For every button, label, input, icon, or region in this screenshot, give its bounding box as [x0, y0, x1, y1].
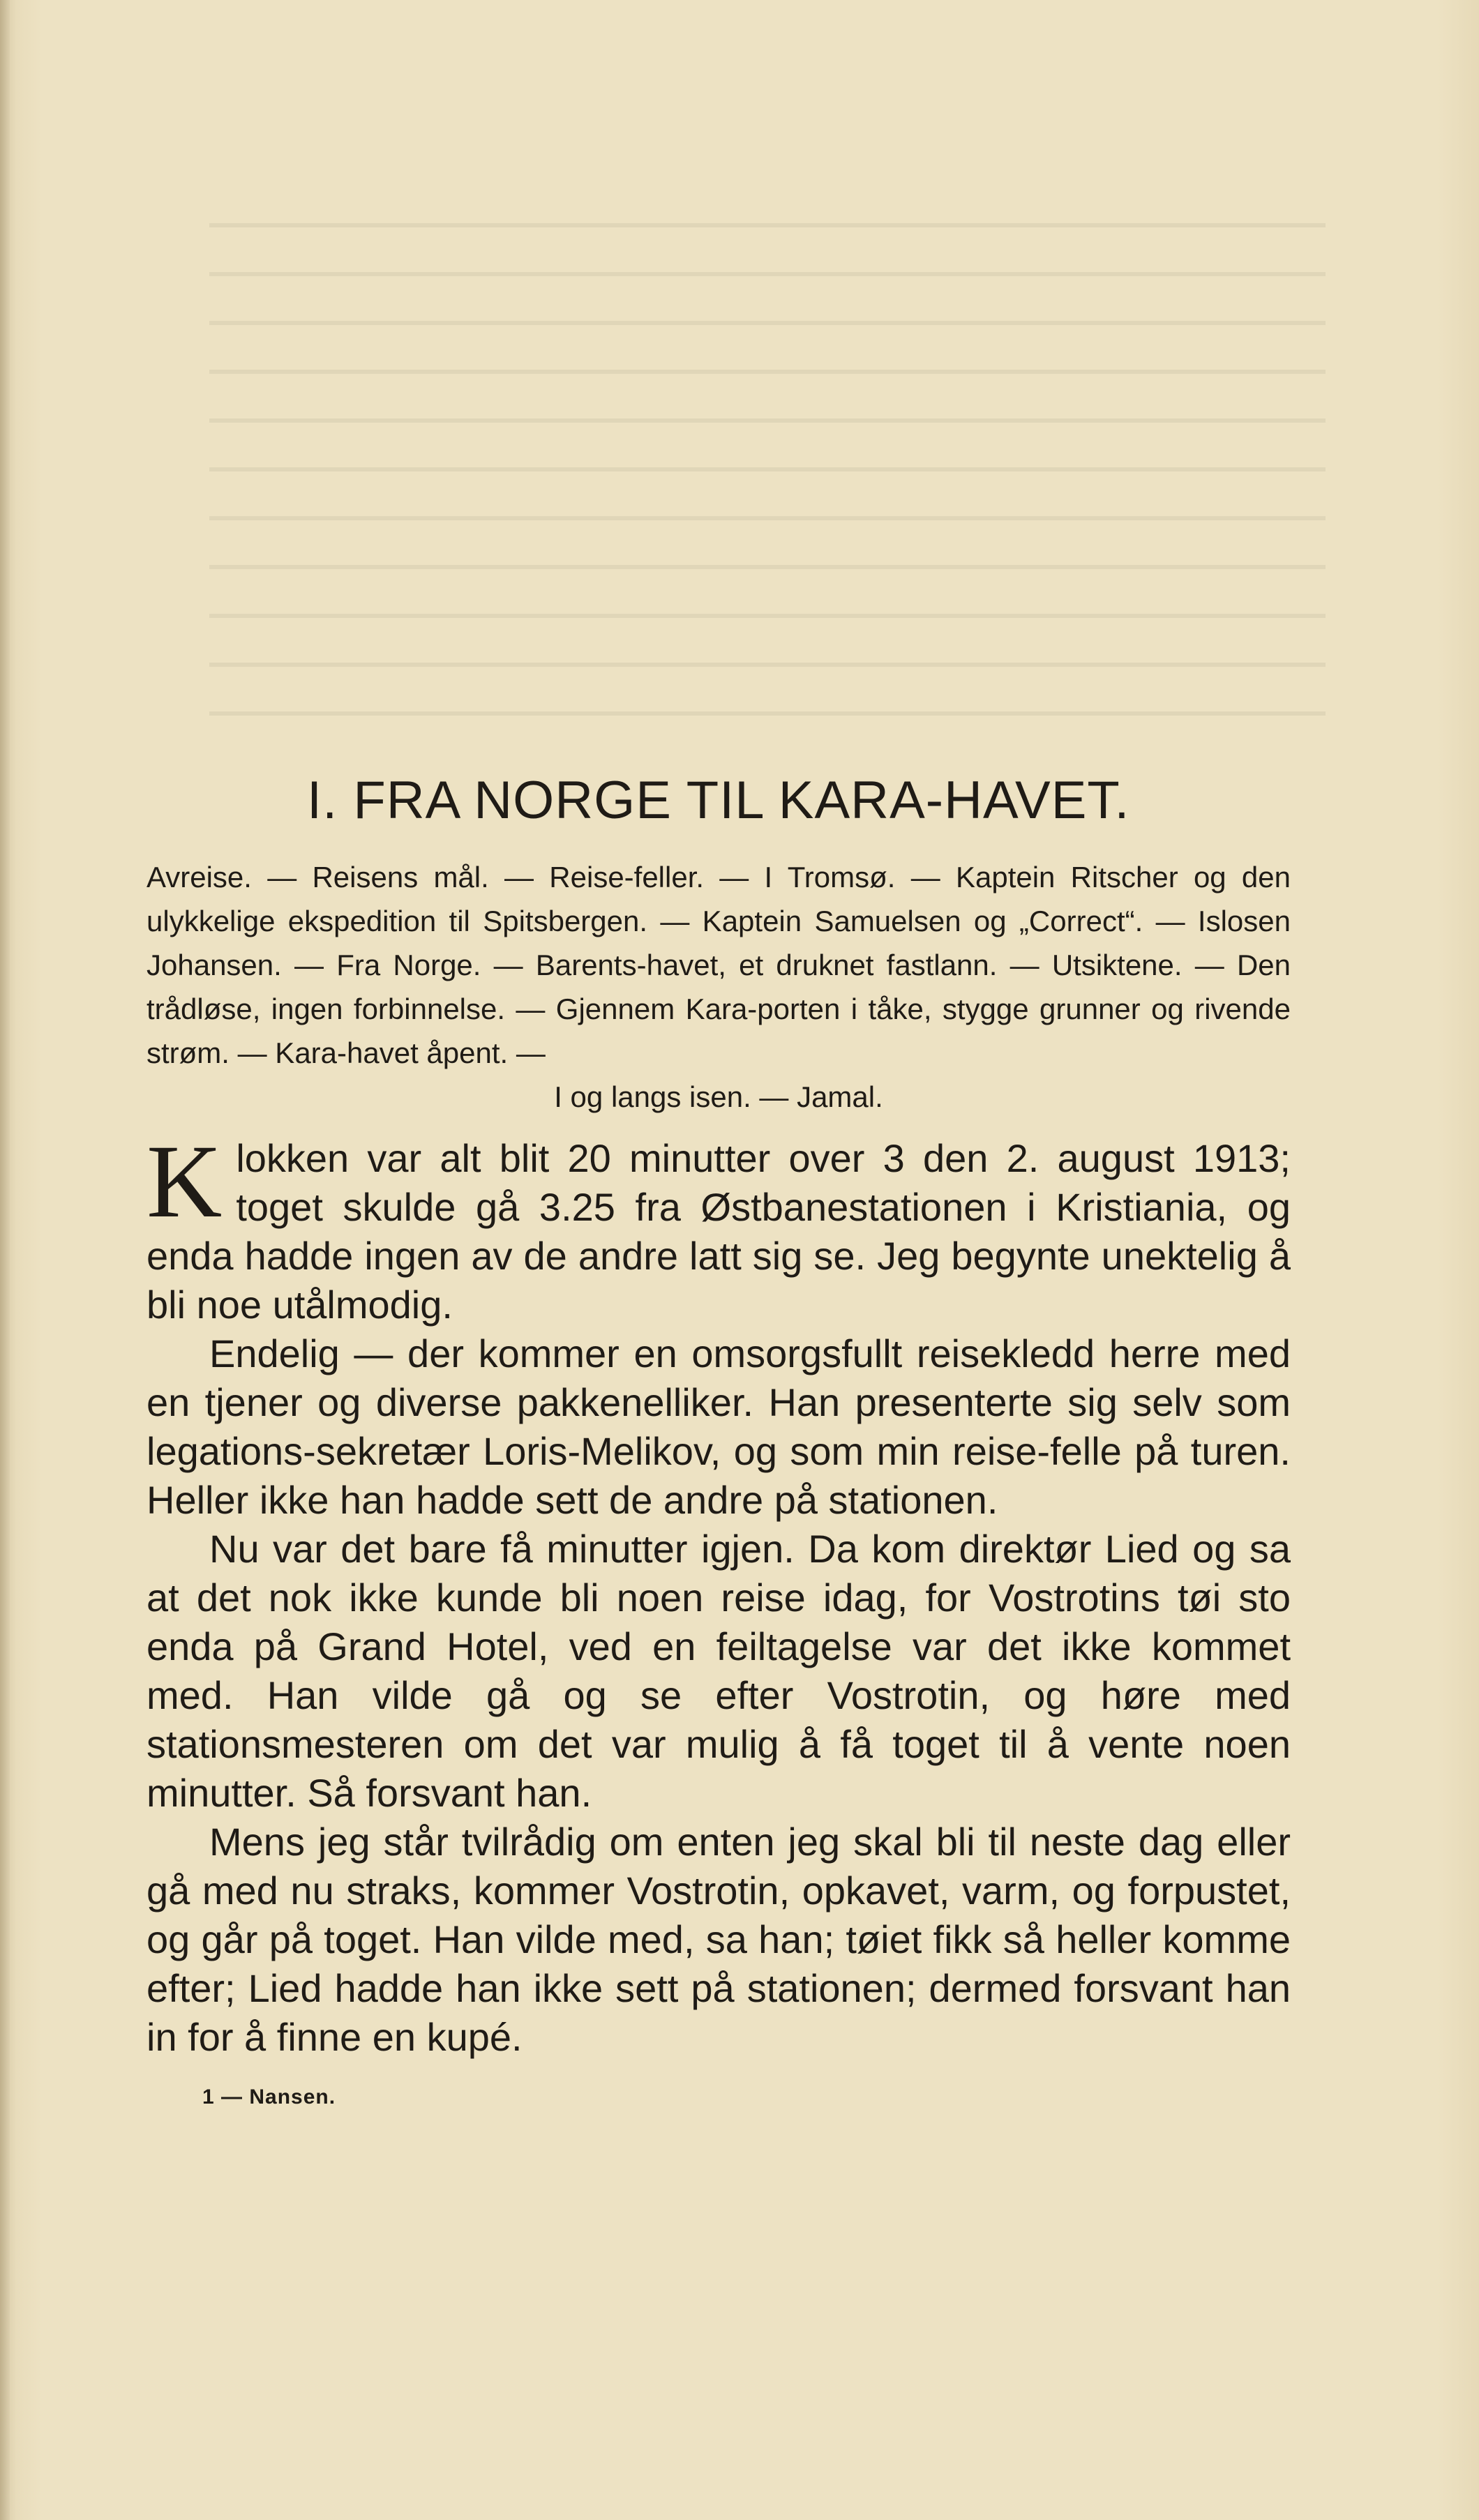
bleed-through-shadow: [209, 223, 1326, 725]
paragraph-1-text: lokken var alt blit 20 minutter over 3 den 2. august 1913; toget skulde gå 3.25 fra Østbanestationen i Kristiania, og enda hadde ingen av de andre latt sig se. Jeg begynte unektelig å bli noe utålmodig.: [147, 1136, 1291, 1327]
page-content: [147, 771, 1291, 2109]
paragraph-3: Nu var det bare få minutter igjen. Da kom direktør Lied og sa at det nok ikke kunde bli noen reise idag, for Vostrotins tøi sto enda på Grand Hotel, ved en feiltagelse var det ikke kommet med. Han vilde gå og se efter Vostrotin, og høre med stationsmesteren om det var mulig å få toget til å vente noen minutter. Så forsvant han.: [147, 1527, 1291, 1815]
chapter-summary-text: Avreise. — Reisens mål. — Reise-feller. — I Tromsø. — Kaptein Ritscher og den ulykkelige ekspedition til Spitsbergen. — Kaptein Samuelsen og „Correct“. — Islosen Johansen. — Fra Norge. — Barents-havet, et druknet fastlann. — Utsiktene. — Den trådløse, ingen forbinnelse. — Gjennem Kara-porten i tåke, stygge grunner og rivende strøm. — Kara-havet åpent. —: [147, 861, 1291, 1069]
signature-footnote: 1 — Nansen.: [202, 2085, 336, 2108]
chapter-body: [147, 1124, 1291, 2062]
chapter-summary-last-line: I og langs isen. — Jamal.: [554, 1080, 883, 1113]
drop-cap: K: [147, 1124, 223, 1239]
paragraph-4: Mens jeg står tvilrådig om enten jeg skal bli til neste dag eller gå med nu straks, kommer Vostrotin, opkavet, varm, og forpustet, og går på toget. Han vilde med, sa han; tøiet fikk så heller komme efter; Lied hadde han ikke sett på stationen; dermed forsvant han in for å finne en kupé.: [147, 1820, 1291, 2059]
page-gutter: [0, 0, 10, 2520]
paragraph-2: Endelig — der kommer en omsorgsfullt reisekledd herre med en tjener og diverse pakkenelliker. Han presenterte sig selv som legations-sekretær Loris-Melikov, og som min reise-felle på turen. Heller ikke han hadde sett de andre på stationen.: [147, 1331, 1291, 1522]
paragraph-1: [147, 1124, 1291, 1329]
chapter-heading: I. FRA NORGE TIL KARA-HAVET.: [307, 771, 1130, 830]
chapter-summary: [147, 855, 1291, 1119]
